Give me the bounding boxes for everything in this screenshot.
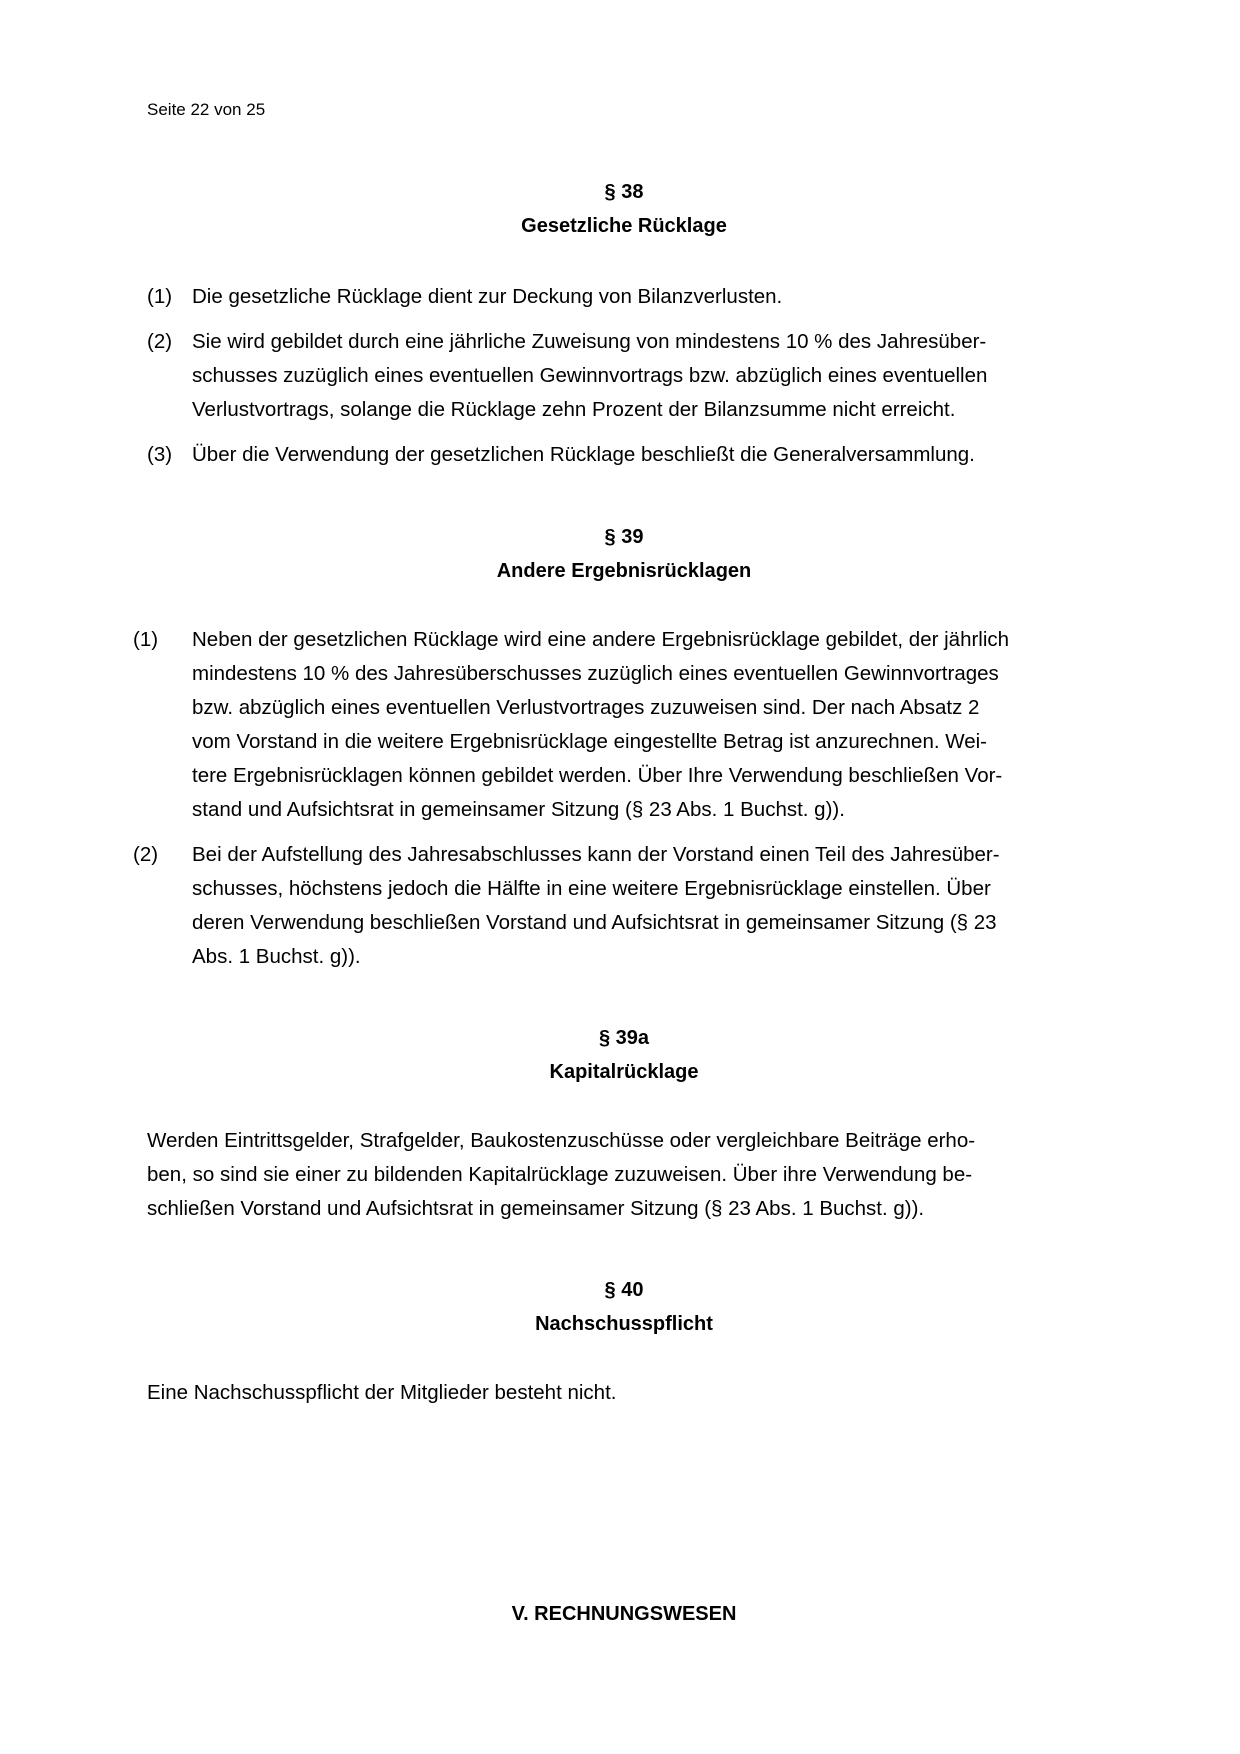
s39-p1-line: stand und Aufsichtsrat in gemeinsamer Sitzung (§ 23 Abs. 1 Buchst. g)). (192, 798, 845, 821)
s40-body-line: Eine Nachschusspflicht der Mitglieder besteht nicht. (147, 1381, 617, 1404)
section-39a-number: § 39a (598, 1027, 650, 1049)
section-40-number: § 40 (604, 1279, 644, 1301)
s38-p3-line: Über die Verwendung der gesetzlichen Rücklage beschließt die Generalversammlung. (192, 443, 975, 466)
s39-p2-line: schusses, höchstens jedoch die Hälfte in eine weitere Ergebnisrücklage einstellen. Über (192, 877, 991, 900)
s38-p1-line: Die gesetzliche Rücklage dient zur Deckung von Bilanzverlusten. (192, 285, 783, 308)
s39-p2-line: deren Verwendung beschließen Vorstand und Aufsichtsrat in gemeinsamer Sitzung (§ 23 (192, 911, 997, 934)
s39-p2-line: Abs. 1 Buchst. g)). (192, 945, 361, 968)
section-38-title: Gesetzliche Rücklage (521, 215, 727, 237)
s39-p1-num: (1) (133, 628, 159, 651)
s39-p1-line: mindestens 10 % des Jahresüberschusses zuzüglich eines eventuellen Gewinnvortrages (192, 662, 999, 685)
s39-p2-num: (2) (133, 843, 159, 866)
section-39-title: Andere Ergebnisrücklagen (496, 560, 752, 582)
s38-p1-num: (1) (147, 285, 173, 308)
s39-p1-line: Neben der gesetzlichen Rücklage wird eine andere Ergebnisrücklage gebildet, der jährlich (192, 628, 1010, 651)
section-39-number: § 39 (604, 526, 644, 548)
s38-p2-line: Sie wird gebildet durch eine jährliche Zuweisung von mindestens 10 % des Jahresüber- (192, 330, 987, 353)
s39a-body-line: ben, so sind sie einer zu bildenden Kapitalrücklage zuzuweisen. Über ihre Verwendung be- (147, 1163, 973, 1186)
s39-p2-line: Bei der Aufstellung des Jahresabschlusses kann der Vorstand einen Teil des Jahresüber- (192, 843, 1000, 866)
s39-p1-line: vom Vorstand in die weitere Ergebnisrücklage eingestellte Betrag ist anzurechnen. Wei- (192, 730, 987, 753)
chapter-heading: V. RECHNUNGSWESEN (511, 1603, 737, 1625)
page-header: Seite 22 von 25 (147, 100, 266, 119)
s38-p2-num: (2) (147, 330, 173, 353)
s38-p3-num: (3) (147, 443, 173, 466)
s38-p2-line: Verlustvortrags, solange die Rücklage zehn Prozent der Bilanzsumme nicht erreicht. (192, 398, 956, 421)
s39-p1-line: tere Ergebnisrücklagen können gebildet werden. Über Ihre Verwendung beschließen Vor- (192, 764, 1003, 787)
s38-p2-line: schusses zuzüglich eines eventuellen Gewinnvortrags bzw. abzüglich eines eventuellen (192, 364, 988, 387)
section-38-number: § 38 (604, 181, 644, 203)
section-40-title: Nachschusspflicht (535, 1313, 713, 1335)
s39a-body-line: schließen Vorstand und Aufsichtsrat in gemeinsamer Sitzung (§ 23 Abs. 1 Buchst. g)). (147, 1197, 925, 1220)
s39-p1-line: bzw. abzüglich eines eventuellen Verlustvortrages zuzuweisen sind. Der nach Absatz 2 (192, 696, 980, 719)
s39a-body-line: Werden Eintrittsgelder, Strafgelder, Baukostenzuschüsse oder vergleichbare Beiträge erho- (147, 1129, 976, 1152)
section-39a-title: Kapitalrücklage (549, 1061, 699, 1083)
